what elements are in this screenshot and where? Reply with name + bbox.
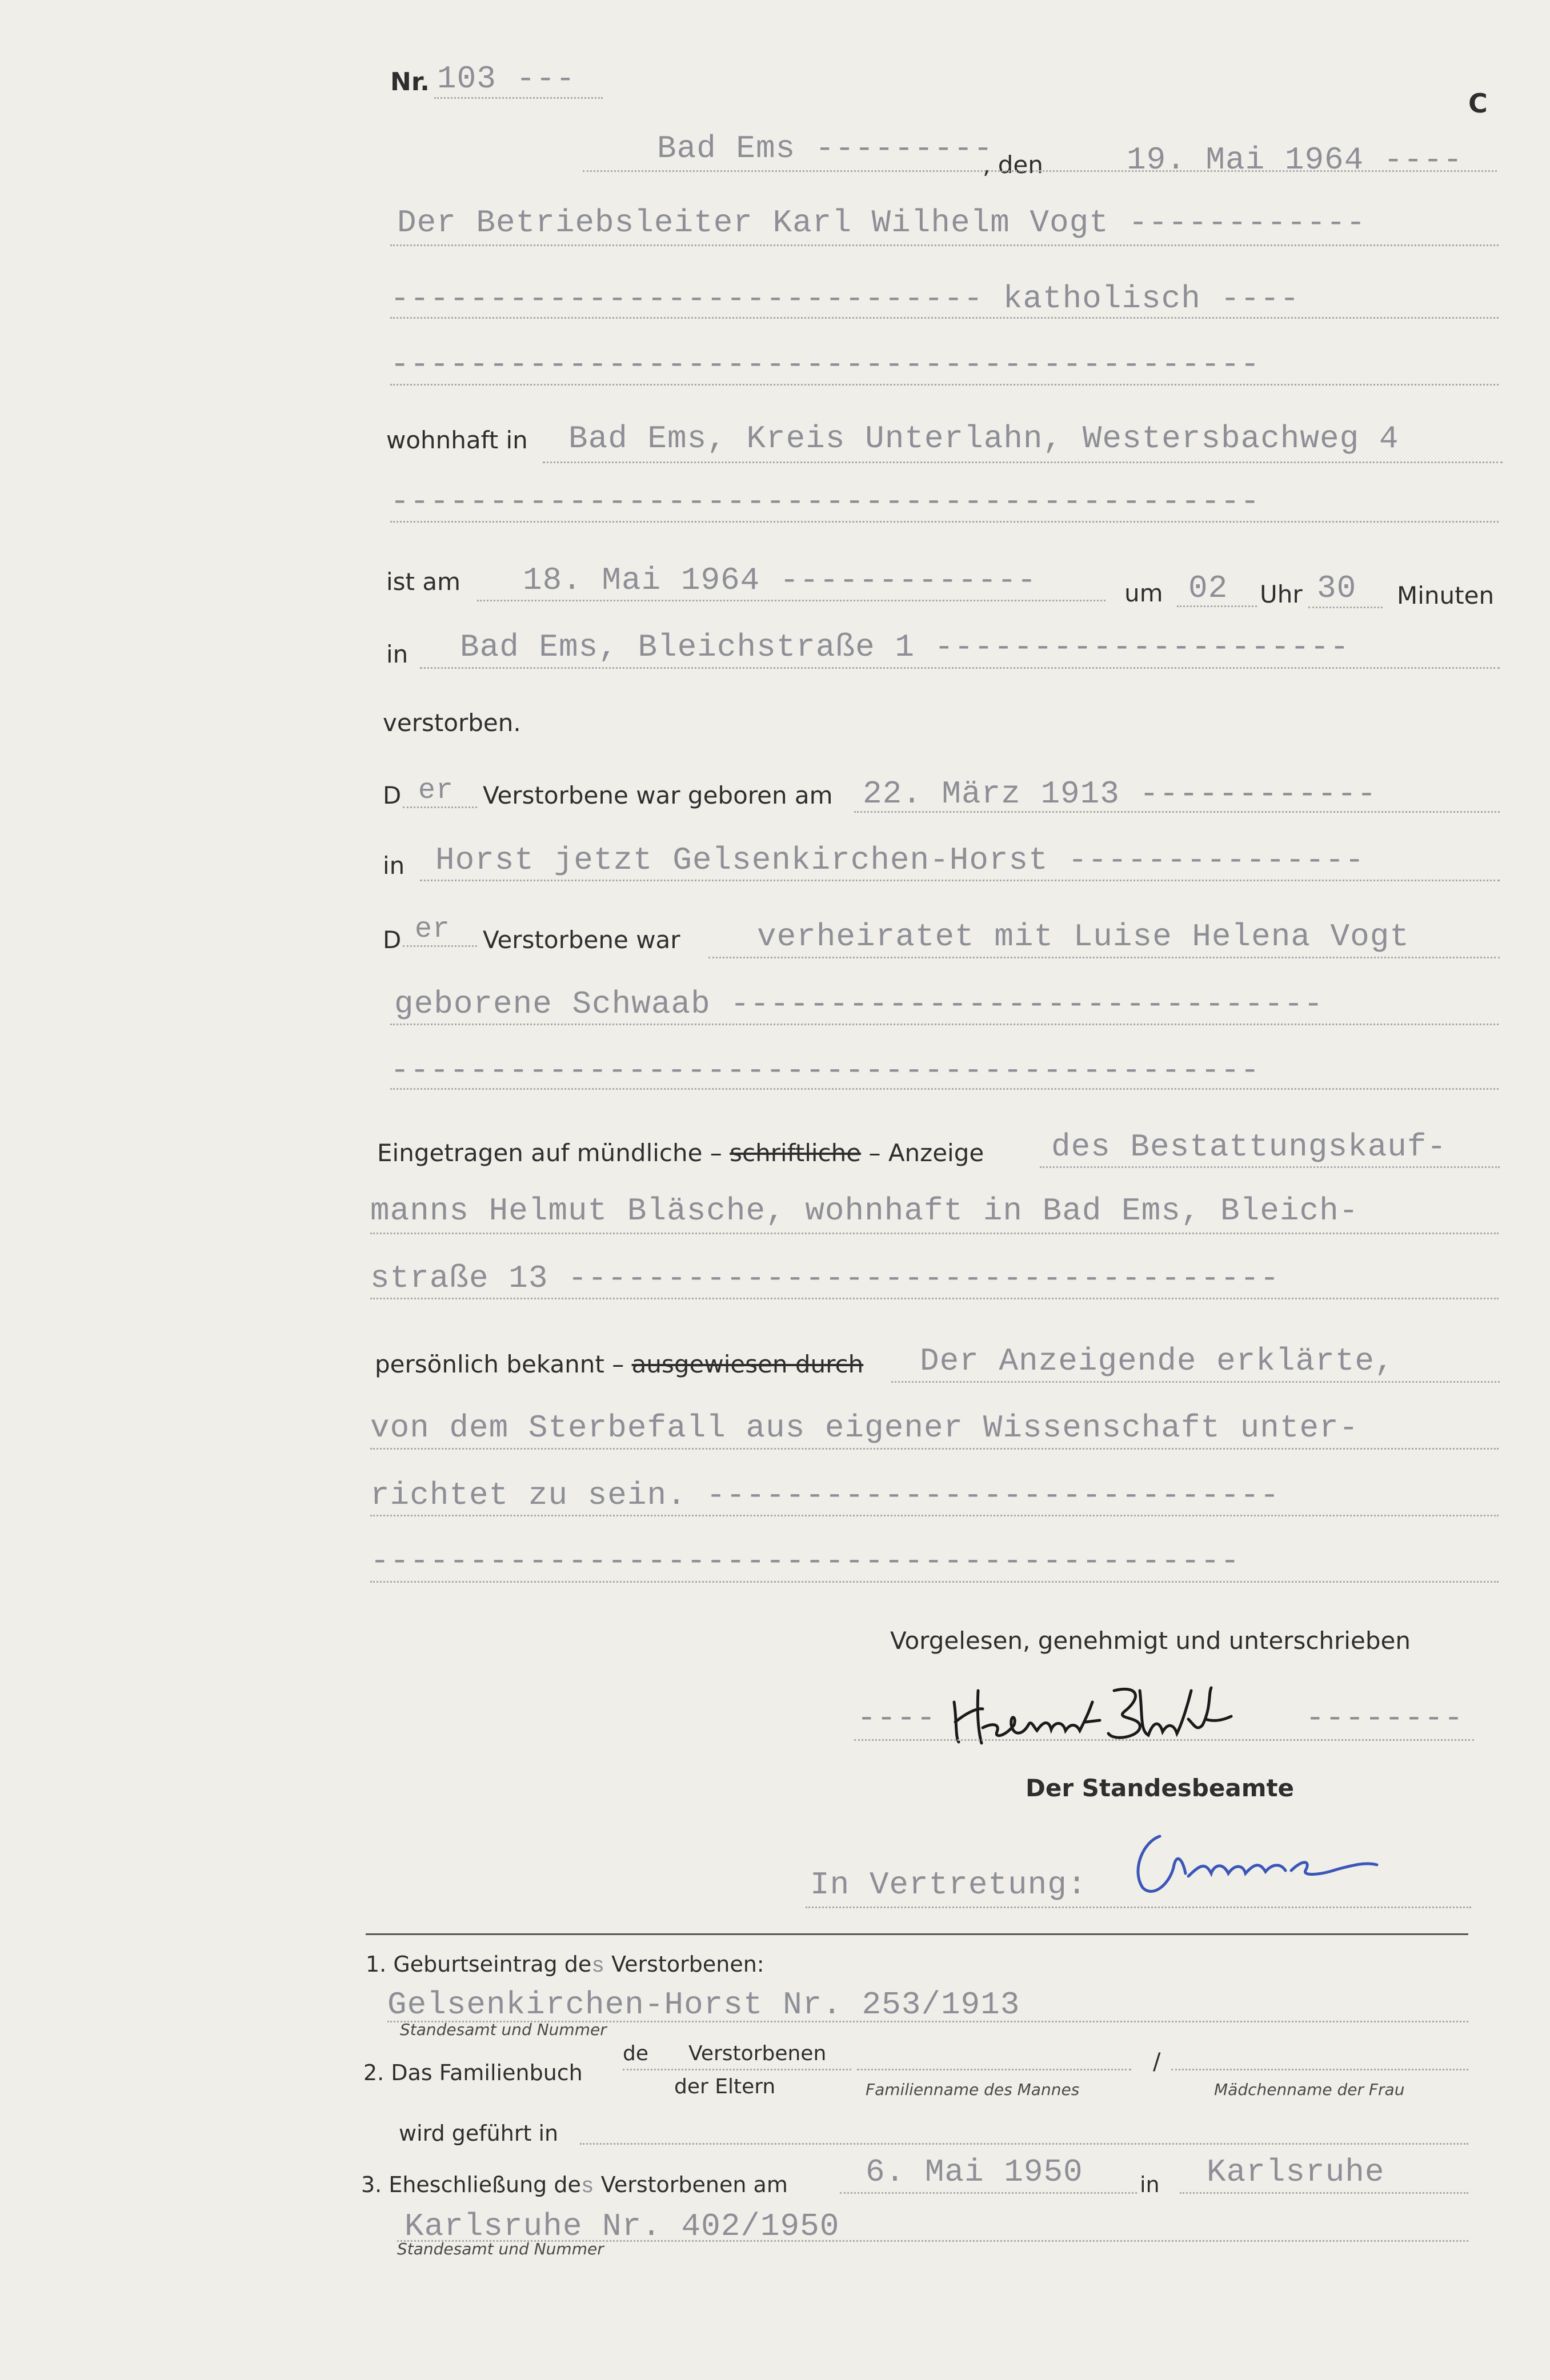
wird-gefuehrt-label: wird geführt in: [399, 2121, 559, 2146]
entry-underline-3: [370, 1298, 1499, 1299]
minutes-underline: [1308, 607, 1383, 608]
footer-item-2-label: 2. Das Familienbuch: [363, 2060, 583, 2085]
familienbuch-verstorbenen: Verstorbenen: [688, 2042, 827, 2065]
entry-label: Eingetragen auf mündliche – schriftliche – Anzeige: [377, 1139, 984, 1167]
death-place-underline: [420, 667, 1500, 669]
declarant-underline-3: [390, 384, 1499, 386]
birthplace-underline: [420, 880, 1500, 881]
spouse-underline-2: [390, 1024, 1499, 1025]
entry-line-1: des Bestattungskauf-: [1051, 1129, 1447, 1165]
nr-underline: [434, 97, 603, 99]
identity-line-1: Der Anzeigende erklärte,: [920, 1343, 1395, 1379]
married-d-label: D: [383, 926, 402, 954]
residence-continuation: --------------------------------------------: [390, 483, 1260, 520]
birthplace: Horst jetzt Gelsenkirchen-Horst ---------------: [435, 842, 1365, 878]
marital-underline: [708, 957, 1500, 958]
signature-underline: [854, 1739, 1474, 1741]
standesamt-label-2: Standesamt und Nummer: [397, 2239, 604, 2258]
marriage-place: Karlsruhe: [1207, 2154, 1385, 2190]
declarant-line-3: --------------------------------------------: [390, 346, 1260, 383]
footer-divider: [366, 1933, 1468, 1935]
death-date: 18. Mai 1964 -------------: [523, 562, 1037, 599]
familienbuch-eltern: der Eltern: [674, 2075, 776, 2098]
entry-line-2: manns Helmut Bläsche, wohnhaft in Bad Ems, Bleich-: [370, 1193, 1359, 1229]
declarant-underline-1: [390, 244, 1499, 246]
minuten-label: Minuten: [1397, 581, 1495, 609]
identity-underline-2: [370, 1448, 1499, 1450]
birth-date: 22. März 1913 ------------: [863, 776, 1377, 812]
familienname-label: Familienname des Mannes: [866, 2080, 1080, 2099]
born-label: Verstorbene war geboren am: [483, 781, 833, 809]
born-article: er: [418, 774, 454, 807]
identity-label: persönlich bekannt – ausgewiesen durch: [375, 1350, 864, 1378]
maedchenname-line: [1171, 2069, 1468, 2070]
spouse-line-3: --------------------------------------------: [390, 1052, 1260, 1089]
married-article-underline: [403, 945, 477, 947]
married-label: Verstorbene war: [483, 926, 680, 954]
familienname-line: [857, 2069, 1131, 2070]
in-vertretung-underline: [806, 1907, 1471, 1908]
declarant-line-2: ------------------------------ katholisch ----: [390, 280, 1300, 317]
death-date-underline: [477, 600, 1106, 601]
residence-underline: [543, 461, 1503, 463]
spouse-line-2: geborene Schwaab ------------------------------: [394, 986, 1324, 1022]
married-article: er: [415, 913, 451, 946]
spouse-underline-3: [390, 1088, 1499, 1090]
familienbuch-fraction-line: [623, 2069, 851, 2070]
familienbuch-de: de: [623, 2042, 648, 2065]
birth-record-value: Gelsenkirchen-Horst Nr. 253/1913: [387, 1986, 1020, 2023]
born-article-underline: [403, 806, 477, 808]
death-hour: 02: [1188, 570, 1228, 607]
birth-in-label: in: [383, 852, 405, 880]
entry-underline-1: [1040, 1166, 1500, 1168]
wird-gefuehrt-underline: [580, 2143, 1468, 2145]
ist-am-label: ist am: [386, 568, 461, 596]
birth-date-underline: [854, 811, 1500, 813]
marriage-place-underline: [1180, 2192, 1468, 2194]
marriage-record-value: Karlsruhe Nr. 402/1950: [404, 2208, 840, 2245]
residence-label: wohnhaft in: [386, 426, 528, 454]
uhr-label: Uhr: [1260, 580, 1303, 608]
nr-value: 103 ---: [437, 61, 576, 97]
entry-underline-2: [370, 1233, 1499, 1234]
identity-underline-4: [370, 1581, 1499, 1583]
footer-item-1-label: 1. Geburtseintrag des Verstorbenen:: [366, 1952, 764, 1978]
sig-dashes-right: --------: [1305, 1700, 1464, 1736]
place-date-underline: [583, 170, 1497, 172]
nr-label: Nr.: [390, 67, 430, 97]
born-d-label: D: [383, 781, 402, 809]
identity-line-2: von dem Sterbefall aus eigener Wissenschaft unter-: [370, 1410, 1359, 1446]
place-of-registration: Bad Ems ---------: [657, 130, 994, 167]
in-vertretung-label: In Vertretung:: [810, 1867, 1087, 1903]
den-label: , den: [983, 151, 1043, 179]
hour-underline: [1177, 605, 1257, 607]
identity-underline-3: [370, 1515, 1499, 1516]
um-label: um: [1124, 579, 1163, 607]
entry-line-3: straße 13 ------------------------------------: [370, 1260, 1280, 1297]
footer-item-3-label: 3. Eheschließung des Verstorbenen am: [361, 2172, 788, 2199]
residence-value: Bad Ems, Kreis Unterlahn, Westersbachweg 4: [568, 420, 1399, 457]
familienbuch-slash: /: [1153, 2049, 1161, 2075]
declarant-line-1: Der Betriebsleiter Karl Wilhelm Vogt ------------: [397, 204, 1366, 241]
marriage-date-underline: [840, 2192, 1137, 2194]
maedchenname-label: Mädchenname der Frau: [1214, 2080, 1405, 2099]
marriage-date: 6. Mai 1950: [866, 2154, 1083, 2190]
verstorben-label: verstorben.: [383, 709, 521, 737]
read-approved-signed: Vorgelesen, genehmigt und unterschrieben: [890, 1627, 1411, 1655]
death-minutes: 30: [1317, 570, 1357, 607]
place-of-death: Bad Ems, Bleichstraße 1 ---------------------: [460, 629, 1350, 665]
corner-letter: C: [1468, 88, 1488, 119]
identity-line-4: --------------------------------------------: [370, 1543, 1240, 1579]
residence-underline-2: [390, 521, 1499, 523]
death-in-label: in: [386, 640, 408, 668]
marriage-in-label: in: [1140, 2172, 1160, 2197]
identity-underline-1: [891, 1381, 1500, 1383]
registrar-signature: [1120, 1819, 1440, 1905]
identity-line-3: richtet zu sein. -----------------------------: [370, 1477, 1280, 1514]
declarant-underline-2: [390, 317, 1499, 319]
registrar-label: Der Standesbeamte: [1026, 1774, 1295, 1802]
registration-date: 19. Mai 1964 ----: [1127, 142, 1463, 178]
marital-status: verheiratet mit Luise Helena Vogt: [757, 918, 1409, 955]
standesamt-label-1: Standesamt und Nummer: [400, 2020, 607, 2039]
sig-dashes-left: ----: [857, 1700, 936, 1736]
